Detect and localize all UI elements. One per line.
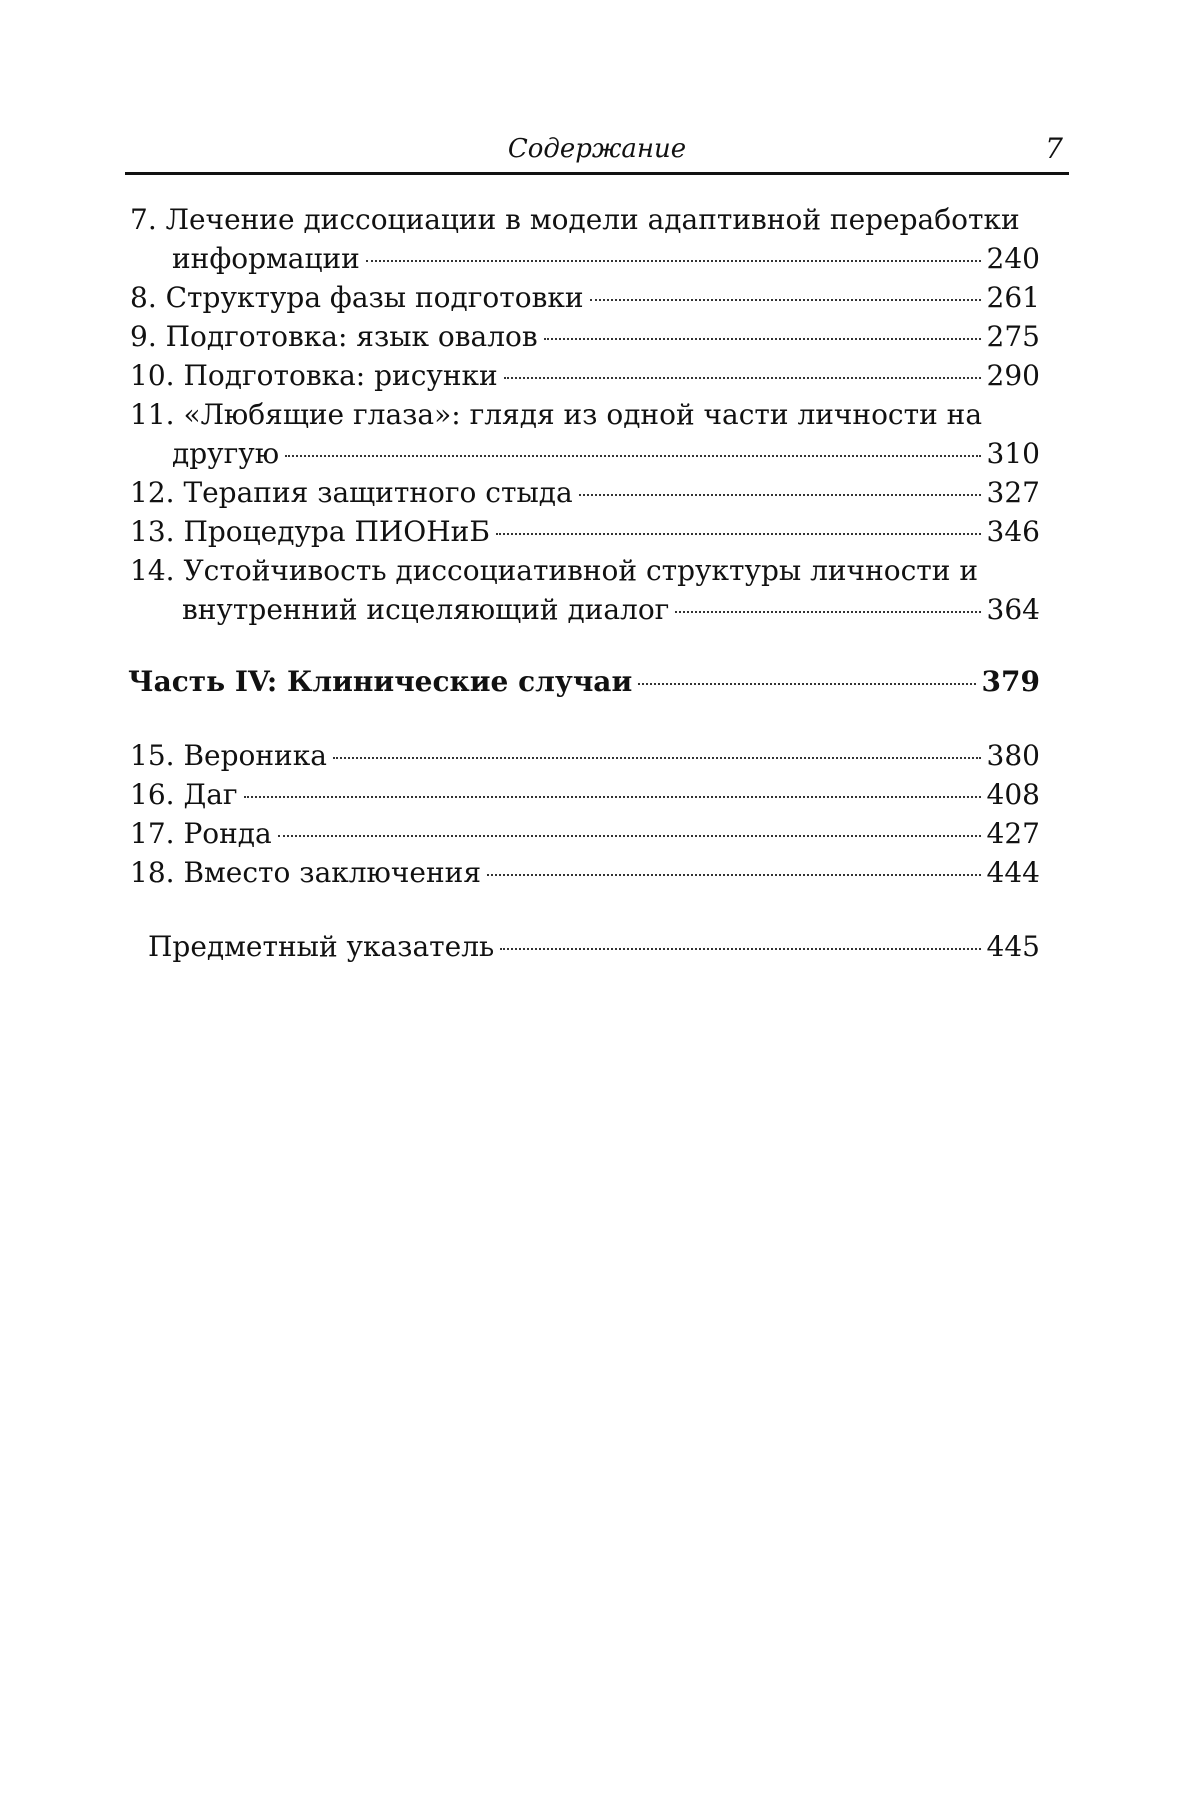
chapter-title: Структура фазы подготовки: [165, 281, 584, 314]
chapter-title-continued: другую: [172, 437, 280, 470]
toc-entry-7: [130, 200, 1040, 278]
dot-leader: [579, 494, 981, 496]
chapter-number: 7.: [130, 203, 157, 236]
spacer: [130, 892, 1040, 927]
running-title: Содержание: [507, 134, 687, 164]
page-ref: 379: [981, 665, 1040, 698]
page-ref: 261: [986, 281, 1040, 314]
page-ref: 445: [986, 930, 1040, 963]
page-ref: 327: [986, 476, 1040, 509]
toc-entry-13: [130, 512, 1040, 551]
dot-leader: [504, 377, 981, 379]
dot-leader: [285, 455, 980, 457]
chapter-number: 18.: [130, 856, 175, 889]
toc-entry-10: [130, 356, 1040, 395]
chapter-title: Терапия защитного стыда: [183, 476, 573, 509]
chapter-title-continued: внутренний исцеляющий диалог: [182, 593, 670, 626]
chapter-title: Вероника: [183, 739, 327, 772]
toc-entry-18: [130, 853, 1040, 892]
table-of-contents: [130, 200, 1040, 966]
toc-entry-8: [130, 278, 1040, 317]
toc-entry-12: [130, 473, 1040, 512]
chapter-number: 16.: [130, 778, 175, 811]
chapter-number: 14.: [130, 554, 175, 587]
toc-entry-index: [130, 927, 1040, 966]
dot-leader: [366, 260, 981, 262]
dot-leader: [544, 338, 981, 340]
chapter-title: Даг: [183, 778, 238, 811]
dot-leader: [500, 948, 980, 950]
toc-entry-16: [130, 775, 1040, 814]
part-title: Часть IV: Клинические случаи: [128, 665, 633, 698]
page-ref: 290: [986, 359, 1040, 392]
dot-leader: [487, 874, 981, 876]
chapter-title: Лечение диссоциации в модели адаптивной переработки: [165, 203, 1020, 236]
chapter-title-continued: информации: [172, 242, 360, 275]
page-ref: 408: [986, 778, 1040, 811]
page-ref: 444: [986, 856, 1040, 889]
dot-leader: [244, 796, 981, 798]
chapter-number: 9.: [130, 320, 157, 353]
chapter-title: Подготовка: язык овалов: [165, 320, 538, 353]
page-ref: 427: [986, 817, 1040, 850]
chapter-number: 15.: [130, 739, 175, 772]
dot-leader: [638, 683, 975, 685]
chapter-title: Подготовка: рисунки: [183, 359, 498, 392]
page-ref: 346: [986, 515, 1040, 548]
toc-entry-17: [130, 814, 1040, 853]
chapter-title: «Любящие глаза»: глядя из одной части личности на: [183, 398, 983, 431]
page-number: 7: [1045, 132, 1063, 165]
chapter-title: Ронда: [183, 817, 272, 850]
dot-leader: [278, 835, 981, 837]
chapter-title: Процедура ПИОНиБ: [183, 515, 490, 548]
chapter-number: 10.: [130, 359, 175, 392]
chapter-number: 12.: [130, 476, 175, 509]
index-title: Предметный указатель: [148, 930, 495, 963]
chapter-number: 11.: [130, 398, 175, 431]
chapter-title: Вместо заключения: [183, 856, 481, 889]
chapter-number: 8.: [130, 281, 157, 314]
running-header: [125, 128, 1069, 175]
chapter-title: Устойчивость диссоциативной структуры личности и: [183, 554, 978, 587]
toc-entry-11: [130, 395, 1040, 473]
toc-entry-15: [130, 736, 1040, 775]
dot-leader: [590, 299, 981, 301]
toc-entry-14: [130, 551, 1040, 629]
page-ref: 310: [986, 437, 1040, 470]
toc-part-heading: [128, 662, 1040, 701]
page-ref: 380: [986, 739, 1040, 772]
dot-leader: [496, 533, 981, 535]
chapter-number: 13.: [130, 515, 175, 548]
chapter-number: 17.: [130, 817, 175, 850]
dot-leader: [675, 611, 980, 613]
dot-leader: [333, 757, 981, 759]
toc-entry-9: [130, 317, 1040, 356]
page-ref: 364: [986, 593, 1040, 626]
page-ref: 240: [986, 242, 1040, 275]
page-ref: 275: [986, 320, 1040, 353]
